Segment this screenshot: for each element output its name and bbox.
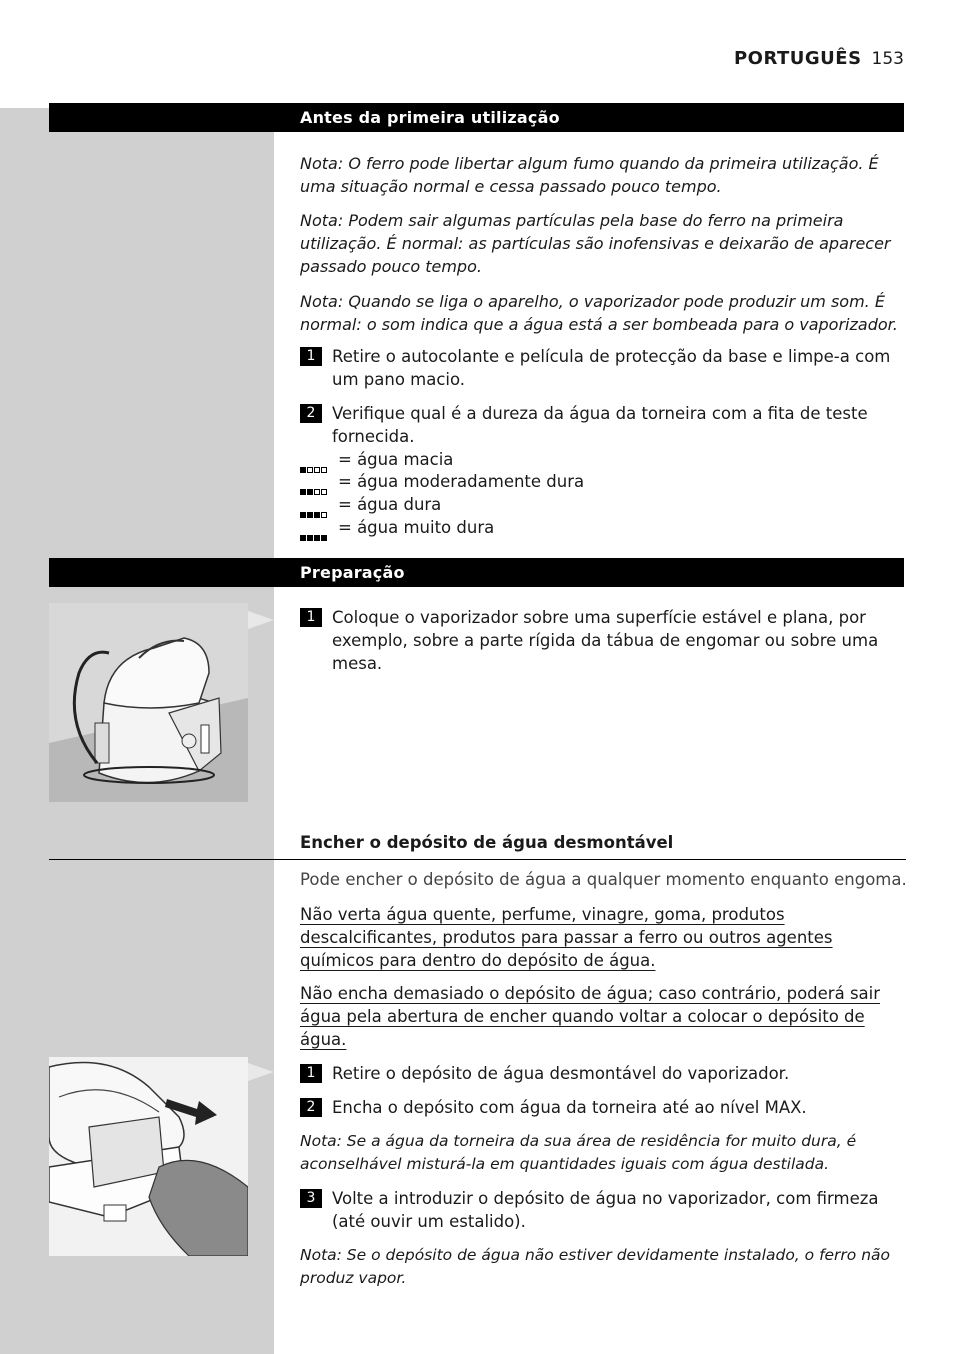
language-title: PORTUGUÊS [733, 48, 862, 69]
section-bar-preparation [49, 558, 904, 587]
step-text: Verifique qual é a dureza da água da torneira com a fita de teste fornecida. [332, 404, 868, 446]
hardness-row-soft [300, 448, 453, 471]
step-1-remove-sticker [300, 345, 908, 391]
step-1-remove-tank [300, 1062, 908, 1085]
water-tank-illustration [49, 1057, 248, 1256]
hardness-4-icon [300, 524, 332, 534]
water-tank-icon [49, 1057, 248, 1256]
section-bar-first-use [49, 103, 904, 132]
step-number: 3 [300, 1189, 322, 1208]
step-text: Encha o depósito com água da torneira até ao nível MAX. [332, 1098, 807, 1117]
step-number: 1 [300, 1064, 322, 1083]
image-pointer [248, 1063, 274, 1081]
hardness-row-hard [300, 493, 441, 516]
hardness-label: = água moderadamente dura [338, 472, 585, 491]
steam-generator-icon [49, 603, 248, 802]
step-number: 2 [300, 1098, 322, 1117]
step-text: Retire o autocolante e película de protecção da base e limpe-a com um pano macio. [332, 347, 891, 389]
step-text: Volte a introduzir o depósito de água no vaporizador, com firmeza (até ouvir um estalido). [332, 1189, 879, 1231]
subsection-rule [49, 859, 906, 860]
step-text: Retire o depósito de água desmontável do vaporizador. [332, 1064, 790, 1083]
note-sound: Nota: Quando se liga o aparelho, o vaporizador pode produzir um som. É normal: o som indica que a água está a ser bombeada para o vaporizador. [300, 292, 898, 334]
note-tank-installed: Nota: Se o depósito de água não estiver devidamente instalado, o ferro não produz vapor. [300, 1246, 891, 1287]
note-hard-water: Nota: Se a água da torneira da sua área de residência for muito dura, é aconselhável misturá-la em quantidades iguais com água destilada. [300, 1132, 857, 1173]
hardness-label: = água macia [338, 450, 454, 469]
note-smoke: Nota: O ferro pode libertar algum fumo quando da primeira utilização. É uma situação normal e cessa passado pouco tempo. [300, 154, 879, 196]
hardness-2-icon [300, 478, 332, 488]
section-title: Preparação [300, 563, 405, 582]
warning-overfill: Não encha demasiado o depósito de água; caso contrário, poderá sair água pela abertura de encher quando voltar a colocar o depósito de água. [300, 984, 881, 1049]
step-number: 1 [300, 347, 322, 366]
warning-chemicals: Não verta água quente, perfume, vinagre, goma, produtos descalcificantes, produtos para passar a ferro ou outros agentes químicos para dentro do depósito de água. [300, 905, 833, 970]
hardness-row-moderate [300, 470, 584, 493]
step-1-place-steamer [300, 606, 908, 675]
hardness-3-icon [300, 501, 332, 511]
page-header [734, 48, 904, 69]
step-2-fill-tank [300, 1096, 908, 1119]
hardness-1-icon [300, 456, 332, 466]
steam-generator-illustration [49, 603, 248, 802]
hardness-label: = água muito dura [338, 518, 495, 537]
step-text: Coloque o vaporizador sobre uma superfície estável e plana, por exemplo, sobre a parte rígida da tábua de engomar ou sobre uma mesa. [332, 608, 879, 673]
hardness-label: = água dura [338, 495, 442, 514]
intro-text: Pode encher o depósito de água a qualquer momento enquanto engoma. [300, 870, 907, 889]
section-title: Antes da primeira utilização [300, 108, 560, 127]
hardness-row-very-hard [300, 516, 494, 539]
image-pointer [248, 611, 274, 629]
page-number: 153 [871, 49, 904, 69]
step-number: 2 [300, 404, 322, 423]
note-particles: Nota: Podem sair algumas partículas pela base do ferro na primeira utilização. É normal: as partículas são inofensivas e deixarão de aparecer passado pouco tempo. [300, 211, 891, 276]
step-3-reinsert-tank [300, 1187, 908, 1233]
subsection-title: Encher o depósito de água desmontável [300, 833, 674, 852]
step-2-check-hardness [300, 402, 908, 448]
step-number: 1 [300, 608, 322, 627]
